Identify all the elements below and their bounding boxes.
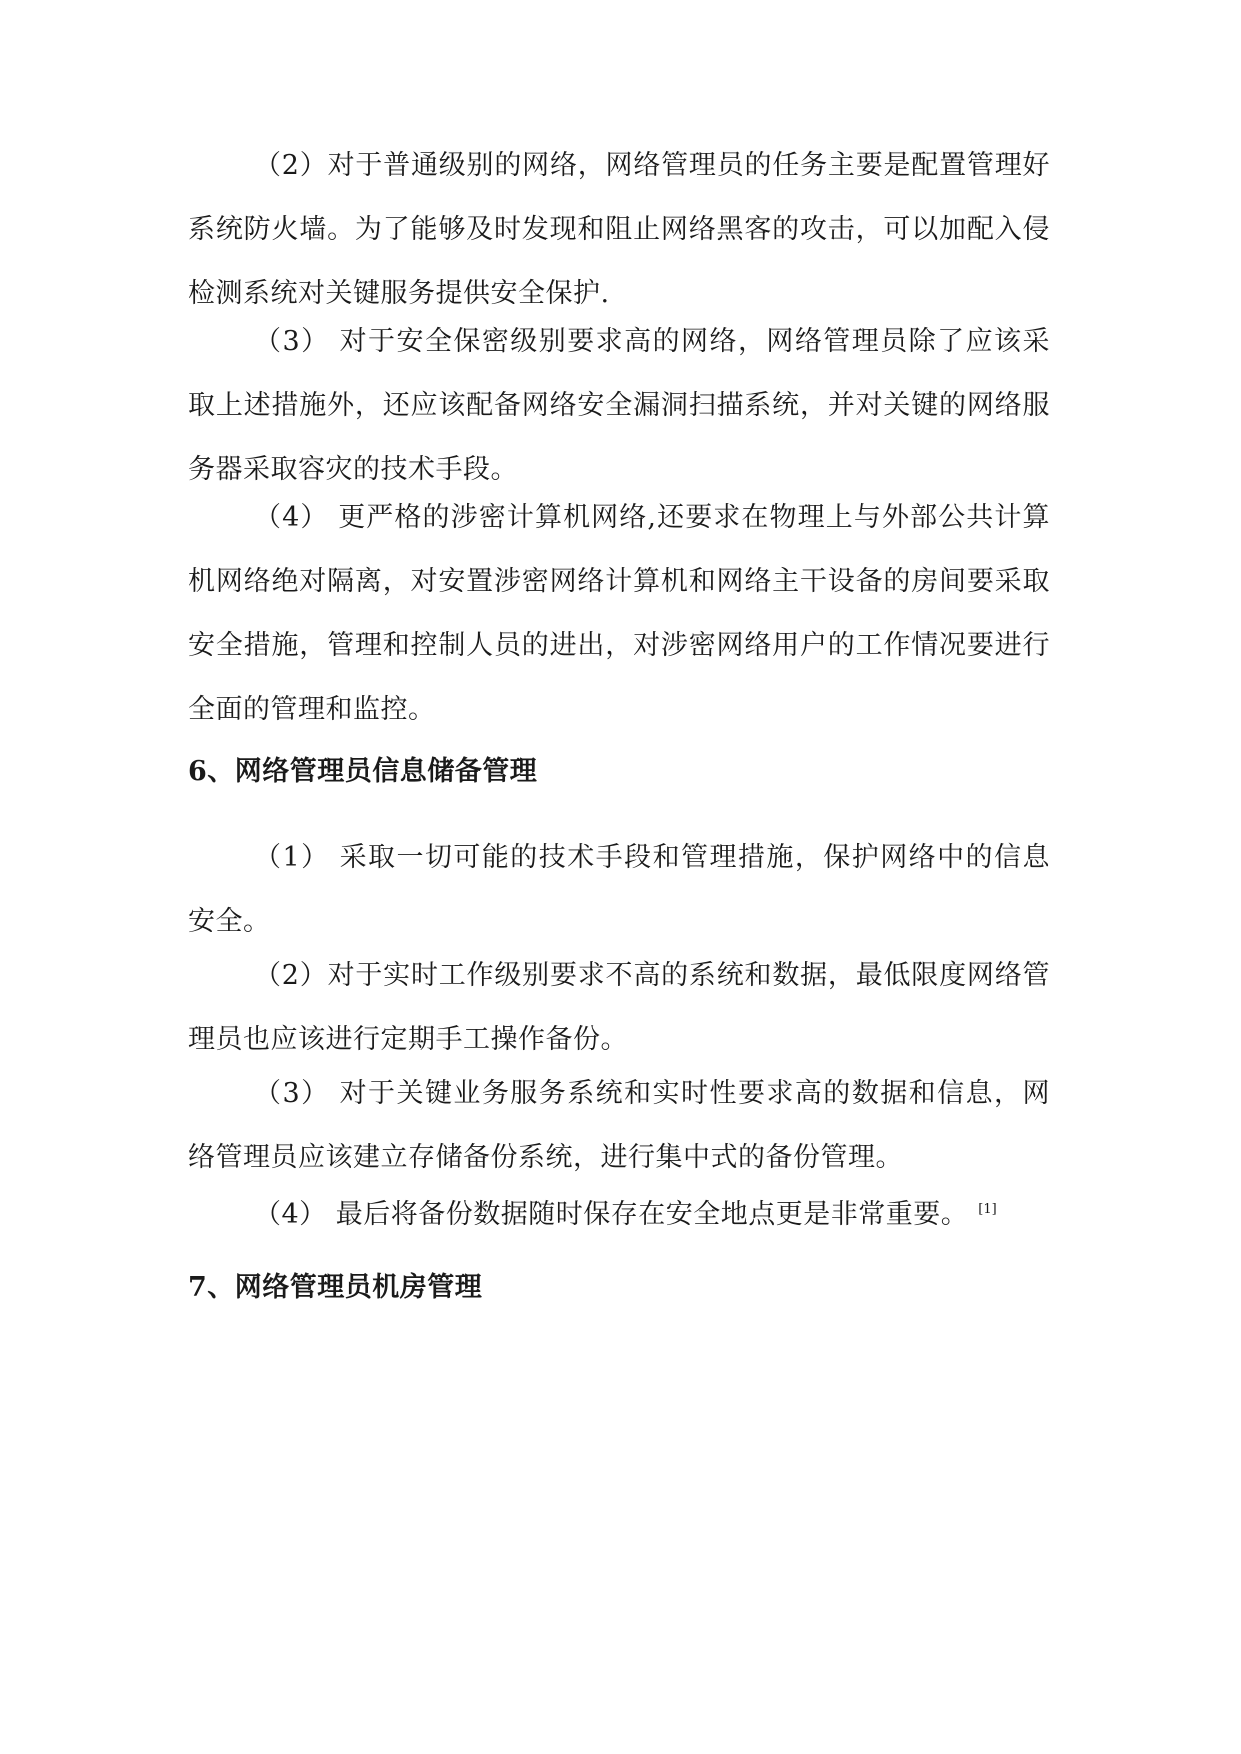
heading-section-7: 7、网络管理员机房管理	[188, 1272, 483, 1303]
paragraph-backup-1: （1） 采取一切可能的技术手段和管理措施，保护网络中的信息安全。	[188, 842, 1050, 937]
citation-marker: [1]	[978, 1202, 997, 1217]
paragraph-backup-2: （2）对于实时工作级别要求不高的系统和数据，最低限度网络管理员也应该进行定期手工操作备份。	[188, 960, 1050, 1055]
paragraph-backup-4-text: （4） 最后将备份数据随时保存在安全地点更是非常重要。	[254, 1199, 969, 1230]
paragraph-network-level-2: （2）对于普通级别的网络，网络管理员的任务主要是配置管理好系统防火墙。为了能够及时发现和阻止网络黑客的攻击，可以加配入侵检测系统对关键服务提供安全保护.	[188, 150, 1050, 309]
paragraph-network-level-4: （4） 更严格的涉密计算机网络,还要求在物理上与外部公共计算机网络绝对隔离，对安置涉密网络计算机和网络主干设备的房间要采取安全措施，管理和控制人员的进出，对涉密网络用户的工作情况要进行全面的管理和监控。	[188, 502, 1050, 725]
heading-section-6: 6、网络管理员信息储备管理	[188, 756, 538, 787]
paragraph-backup-4	[188, 1178, 1050, 1247]
paragraph-network-level-3: （3） 对于安全保密级别要求高的网络，网络管理员除了应该采取上述措施外，还应该配备网络安全漏洞扫描系统，并对关键的网络服务器采取容灾的技术手段。	[188, 326, 1050, 485]
paragraph-backup-3: （3） 对于关键业务服务系统和实时性要求高的数据和信息，网络管理员应该建立存储备份系统，进行集中式的备份管理。	[188, 1078, 1050, 1173]
